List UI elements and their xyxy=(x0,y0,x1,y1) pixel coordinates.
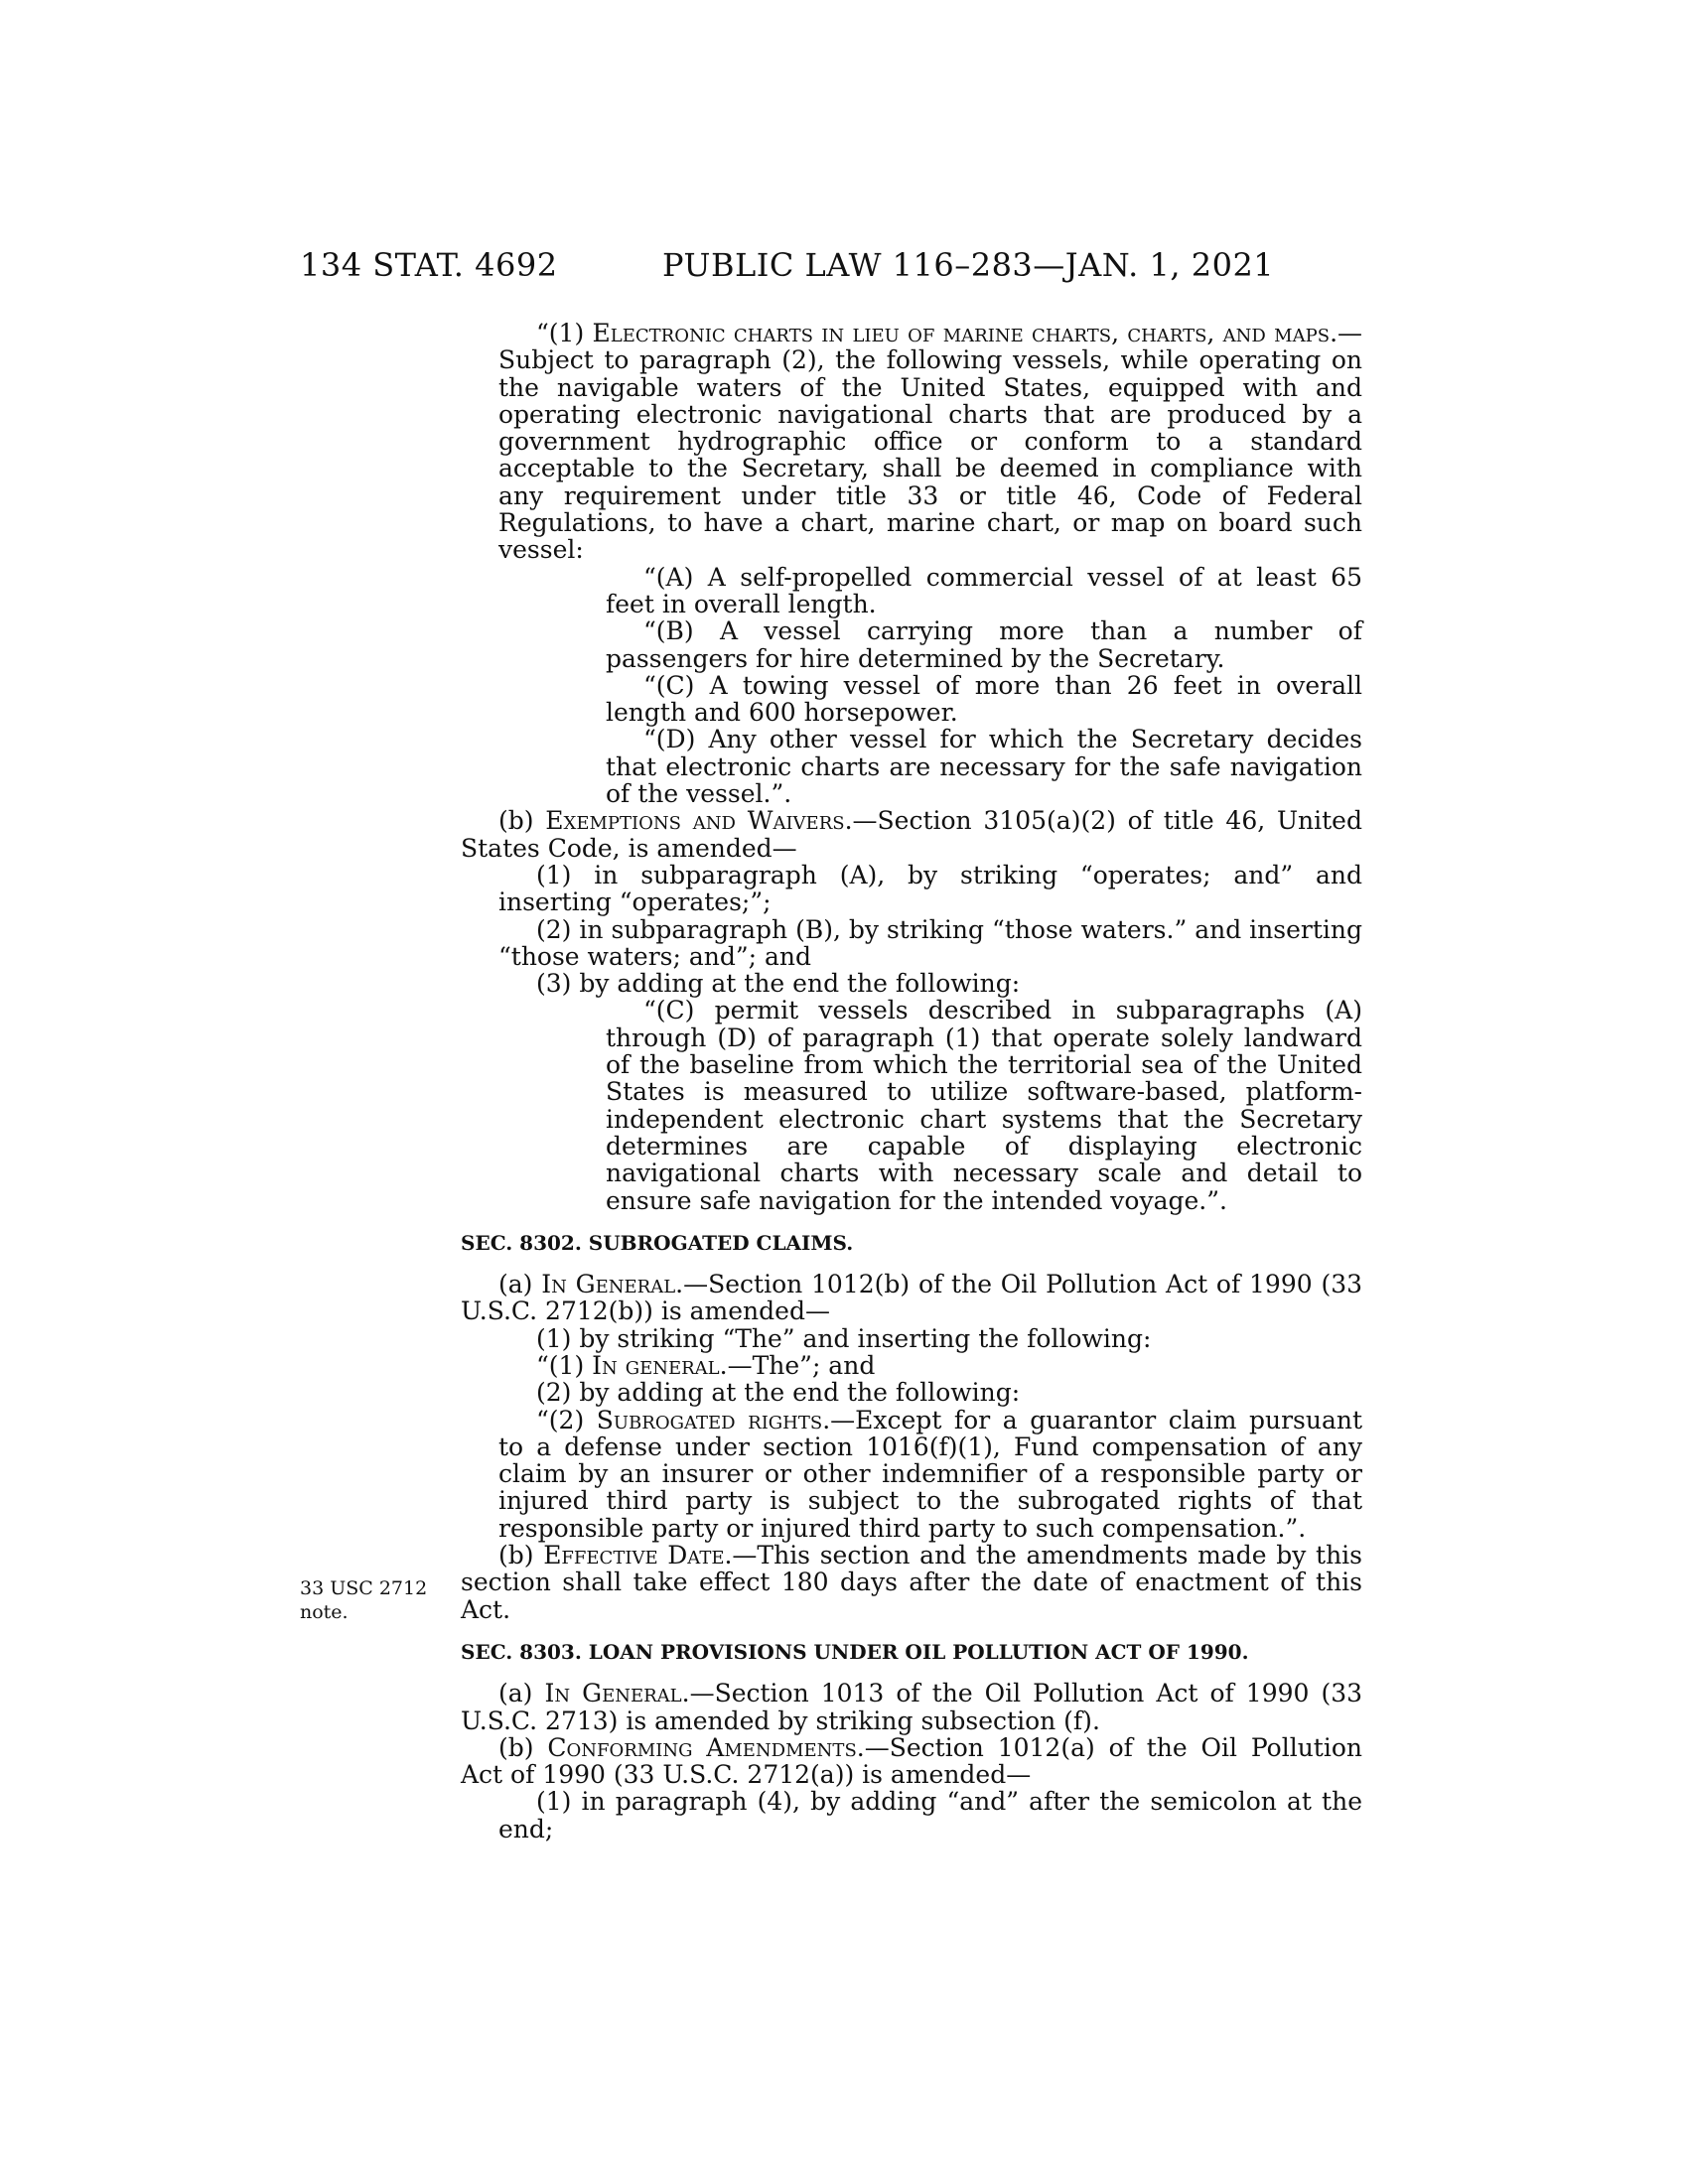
amendment-1: (1) in subparagraph (A), by striking “operates; and” and inserting “operates;”; xyxy=(498,860,1362,917)
para-heading: Exemptions and Waivers xyxy=(545,806,845,836)
para-body: .—This section and the amendments made by this section shall take effect 180 days after the date of enactment of this Act. xyxy=(461,1541,1362,1624)
para-lead: “(2) xyxy=(536,1405,597,1434)
para-body: .—Section 1012(b) of the Oil Pollution Act of 1990 (33 U.S.C. 2712(b)) is amended— xyxy=(461,1270,1363,1326)
para-heading: In General xyxy=(544,1679,682,1708)
para-body: .—Except for a guarantor claim pursuant to a defense under section 1016(f)(1), Fund compensation of any claim by an insurer or other indemnifier of a responsible party or injured third party is subject to the subrogated rights of that responsible party or injured third party to such compensation.”. xyxy=(498,1405,1363,1543)
page-law-header: PUBLIC LAW 116–283—JAN. 1, 2021 xyxy=(662,246,1275,284)
sec8302-quoted-2 xyxy=(498,1407,1362,1542)
para-heading: Conforming Amendments xyxy=(547,1732,857,1762)
text-column xyxy=(461,319,1363,1843)
para-body: .—Section 1012(a) of the Oil Pollution Act of 1990 (33 U.S.C. 2712(a)) is amended— xyxy=(461,1732,1362,1790)
page-stat-number: 134 STAT. 4692 xyxy=(300,246,558,284)
para-heading: In General xyxy=(541,1270,676,1299)
sec8302-subsection-b xyxy=(461,1542,1362,1623)
sec8302-quoted-1 xyxy=(498,1352,1362,1379)
para-lead: (a) xyxy=(498,1270,542,1299)
para-lead: (a) xyxy=(498,1679,545,1708)
margin-note-label: note. xyxy=(300,1601,349,1623)
paragraph-1-electronic-charts xyxy=(498,320,1362,564)
para-body: .—Section 1013 of the Oil Pollution Act of 1990 (33 U.S.C. 2713) is amended by striking subsection (f). xyxy=(461,1679,1363,1735)
para-heading: In general xyxy=(592,1350,720,1380)
section-8303-title: SEC. 8303. LOAN PROVISIONS UNDER OIL POLLUTION ACT OF 1990. xyxy=(461,1639,1249,1664)
para-lead: (b) xyxy=(498,1732,548,1762)
inserted-subparagraph-C: “(C) permit vessels described in subparagraphs (A) through (D) of paragraph (1) that operate solely landward of the baseline from which the territorial sea of the United States is measured to utilize software-based, platform-independent electronic chart systems that the Secretary determines are capable of displaying electronic navigational charts with necessary scale and detail to ensure safe navigation for the intended voyage.”. xyxy=(606,996,1362,1215)
para-body: .—The”; and xyxy=(719,1350,876,1380)
para-heading: Subrogated rights xyxy=(596,1405,823,1434)
section-8302-title: SEC. 8302. SUBROGATED CLAIMS. xyxy=(461,1230,854,1255)
sec8302-amendment-2: (2) by adding at the end the following: xyxy=(536,1378,1021,1408)
amendment-2: (2) in subparagraph (B), by striking “those waters.” and inserting “those waters; and”; and xyxy=(498,914,1362,971)
amendment-3: (3) by adding at the end the following: xyxy=(536,969,1021,999)
para-body: .—Section 3105(a)(2) of title 46, United States Code, is amended— xyxy=(461,806,1362,863)
para-lead: (b) xyxy=(498,806,546,836)
subparagraph-A: “(A) A self-propelled commercial vessel of at least 65 feet in overall length. xyxy=(606,562,1362,618)
margin-note-citation: 33 USC 2712 xyxy=(300,1577,428,1599)
subparagraph-D: “(D) Any other vessel for which the Secretary decides that electronic charts are necessary for the safe navigation of the vessel.”. xyxy=(606,725,1362,809)
para-lead: “(1) xyxy=(536,319,593,347)
sec8303-subsection-b xyxy=(461,1734,1362,1789)
para-heading: Electronic charts in lieu of marine charts, charts, and maps xyxy=(592,319,1331,347)
sec8302-amendment-1: (1) by striking “The” and inserting the following: xyxy=(536,1323,1152,1353)
sec8303-subsection-a xyxy=(461,1680,1362,1734)
para-lead: “(1) xyxy=(536,1350,593,1380)
para-lead: (b) xyxy=(498,1541,544,1570)
sec8302-subsection-a xyxy=(461,1271,1362,1325)
para-heading: Effective Date xyxy=(543,1541,725,1570)
margin-note xyxy=(300,1576,439,1624)
sec8303-amendment-1: (1) in paragraph (4), by adding “and” after the semicolon at the end; xyxy=(498,1787,1362,1843)
subsection-b-exemptions xyxy=(461,807,1362,862)
subparagraph-C: “(C) A towing vessel of more than 26 feet in overall length and 600 horsepower. xyxy=(606,670,1362,728)
para-body: .—Subject to paragraph (2), the following vessels, while operating on the navigable waters of the United States, equipped with and operating electronic navigational charts that are produced by a government hydrographic office or conform to a standard acceptable to the Secretary, shall be deemed in compliance with any requirement under title 33 or title 46, Code of Federal Regulations, to have a chart, marine chart, or map on board such vessel: xyxy=(498,319,1363,565)
subparagraph-B: “(B) A vessel carrying more than a number of passengers for hire determined by the Secretary. xyxy=(606,616,1362,673)
